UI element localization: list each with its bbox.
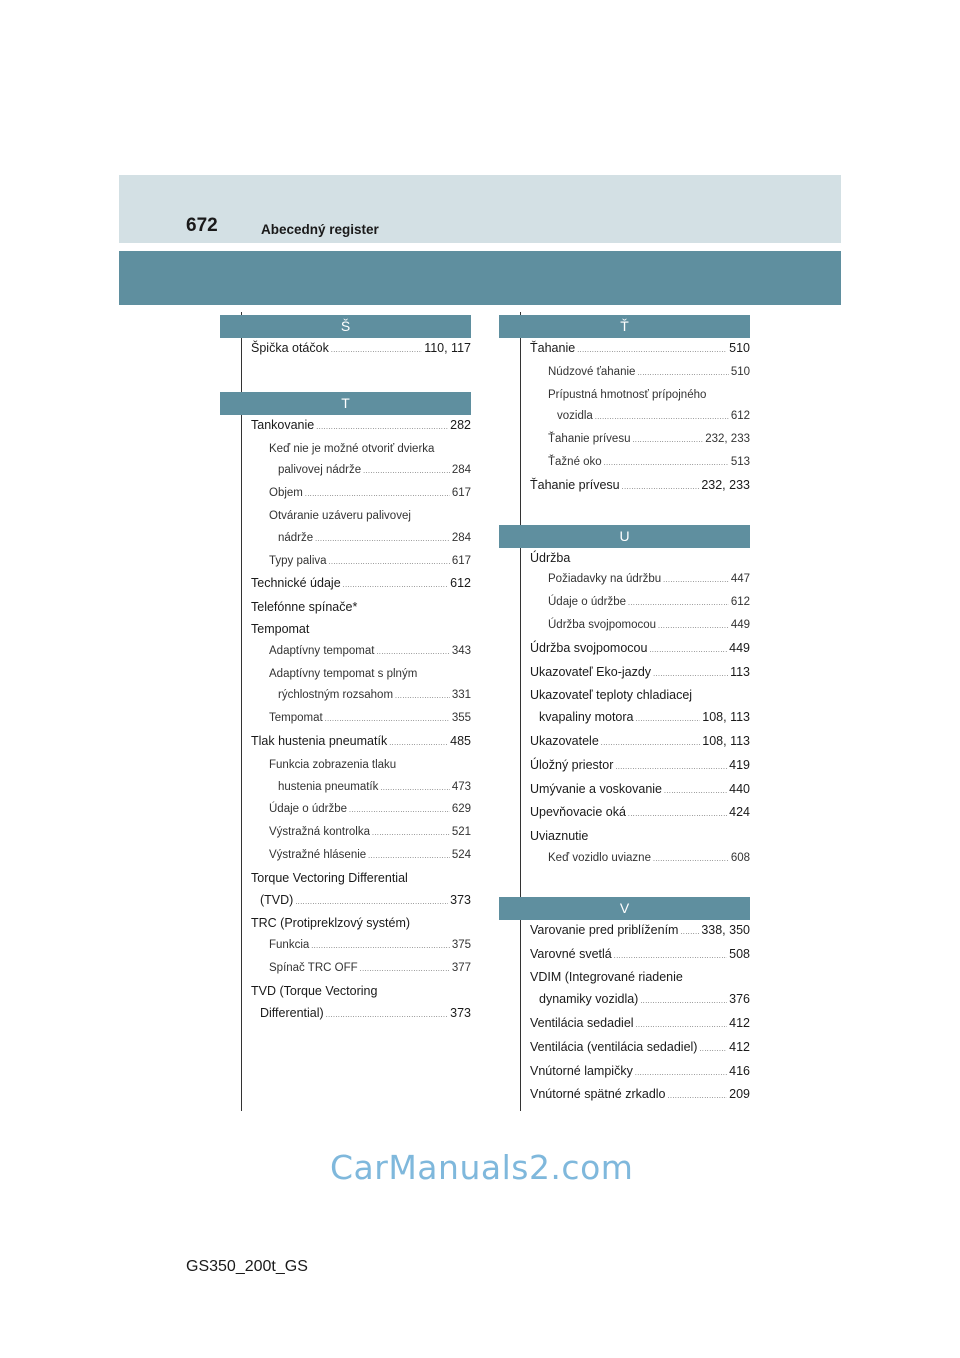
index-entry [251, 338, 471, 362]
index-entry [530, 826, 750, 848]
index-entry [251, 822, 471, 845]
leader-dots [604, 453, 729, 475]
entry-term: Ventilácia sedadiel [530, 1015, 634, 1030]
index-entries [499, 548, 750, 871]
footer-model-code: GS350_200t_GS [186, 1258, 308, 1275]
entry-term: Ťažné oko [548, 455, 602, 468]
entry-page-ref: 416 [729, 1063, 750, 1078]
index-entry [251, 619, 471, 641]
leader-dots [395, 686, 450, 708]
leader-dots [389, 733, 448, 755]
index-entry [530, 385, 750, 407]
letter-header: T [220, 392, 471, 415]
entry-term: Differential) [260, 1005, 324, 1020]
leader-dots [311, 936, 450, 958]
leader-dots [372, 823, 450, 845]
index-entry [251, 415, 471, 439]
letter-header: V [499, 897, 750, 920]
leader-dots [363, 461, 450, 483]
index-entry [530, 406, 750, 429]
leader-dots [636, 1015, 728, 1037]
index-entry [251, 755, 471, 777]
index-entries [220, 338, 471, 382]
index-entry [530, 1037, 750, 1061]
index-entry [251, 981, 471, 1003]
entry-term: Tempomat [269, 712, 323, 725]
entry-page-ref: 612 [450, 576, 471, 591]
index-entry [530, 569, 750, 592]
index-entry [251, 439, 471, 461]
header-band [119, 175, 841, 243]
leader-dots [380, 778, 449, 800]
index-entry [251, 731, 471, 755]
section-gap [499, 499, 750, 525]
entry-page-ref: 376 [729, 992, 750, 1007]
entry-page-ref: 343 [451, 644, 471, 657]
entry-term: Ukazovateľ teploty chladiacej [530, 688, 693, 703]
entry-page-ref: 377 [451, 961, 471, 974]
entry-term: Ukazovatele [530, 733, 599, 748]
entry-term: Vnútorné lampičky [530, 1063, 633, 1078]
entry-term: Varovanie pred priblížením [530, 922, 679, 937]
index-entry [251, 551, 471, 574]
entry-term: Núdzové ťahanie [548, 365, 636, 378]
entry-term: palivovej nádrže [278, 464, 362, 477]
entry-term: Technické údaje [251, 576, 341, 591]
index-entry [530, 755, 750, 779]
entry-page-ref: 282 [450, 417, 471, 432]
entry-term: Umývanie a voskovanie [530, 781, 663, 796]
entry-page-ref: 232, 233 [701, 477, 750, 492]
entry-page-ref: 419 [729, 757, 750, 772]
entry-term: Adaptívny tempomat s plným [269, 667, 418, 680]
leader-dots [595, 407, 729, 429]
section-gap [499, 871, 750, 897]
entry-page-ref: 284 [451, 531, 471, 544]
entry-page-ref: 508 [729, 946, 750, 961]
entry-page-ref: 108, 113 [702, 710, 750, 725]
index-entry [251, 597, 471, 619]
index-entry [251, 685, 471, 708]
entry-page-ref: 373 [450, 1005, 471, 1020]
leader-dots [614, 946, 727, 968]
entry-term: Údaje o údržbe [548, 596, 626, 609]
leader-dots [343, 575, 448, 597]
entry-term: Keď nie je možné otvoriť dvierka [269, 442, 435, 455]
entry-term: Ťahanie [530, 341, 576, 355]
right-index-column [499, 315, 750, 1108]
index-entry [530, 989, 750, 1013]
section-gap [220, 382, 471, 392]
leader-dots [622, 477, 700, 499]
leader-dots [376, 642, 449, 664]
leader-dots [653, 664, 728, 686]
index-entry [530, 1084, 750, 1108]
index-entry [251, 777, 471, 800]
entry-page-ref: 473 [451, 780, 471, 793]
entry-term: Požiadavky na údržbu [548, 573, 662, 586]
index-entry [251, 664, 471, 686]
index-entry [251, 506, 471, 528]
section-title: Abecedný register [261, 222, 379, 237]
index-entry [530, 429, 750, 452]
entry-term: Údržba svojpomocou [530, 640, 648, 655]
leader-dots [325, 709, 450, 731]
entry-term: Výstražná kontrolka [269, 826, 370, 839]
index-entry [251, 460, 471, 483]
leader-dots [316, 417, 448, 439]
index-entry [251, 573, 471, 597]
index-entry [530, 779, 750, 803]
entry-page-ref: 449 [730, 618, 750, 631]
leader-dots [615, 757, 727, 779]
entry-term: Upevňovacie oká [530, 805, 626, 820]
index-entry [530, 362, 750, 385]
entry-page-ref: 113 [730, 664, 750, 679]
entry-term: Ťahanie prívesu [530, 477, 620, 492]
entry-page-ref: 612 [730, 596, 750, 609]
entry-term: Uviaznutie [530, 829, 589, 844]
index-entries [499, 338, 750, 499]
entry-term: nádrže [278, 531, 314, 544]
leader-dots [305, 484, 450, 506]
entry-page-ref: 232, 233 [705, 433, 750, 446]
index-entry [530, 920, 750, 944]
entry-term: Vnútorné spätné zrkadlo [530, 1087, 666, 1102]
entry-page-ref: 331 [451, 689, 471, 702]
entry-term: Funkcia [269, 939, 310, 952]
leader-dots [680, 922, 699, 944]
leader-dots [649, 640, 727, 662]
entry-term: Typy paliva [269, 554, 327, 567]
index-entry [251, 799, 471, 822]
left-index-column [220, 315, 471, 1026]
leader-dots [637, 363, 728, 385]
leader-dots [360, 959, 450, 981]
entry-term: Funkcia zobrazenia tlaku [269, 758, 397, 771]
page-number: 672 [186, 215, 218, 236]
entry-term: Otváranie uzáveru palivovej [269, 509, 411, 522]
index-entry [530, 1061, 750, 1085]
index-entry [251, 845, 471, 868]
entry-term: kvapaliny motora [539, 710, 634, 725]
leader-dots [329, 552, 450, 574]
index-entry [251, 641, 471, 664]
index-entry [251, 1003, 471, 1027]
index-entry [530, 967, 750, 989]
leader-dots [315, 529, 450, 551]
index-entry [530, 707, 750, 731]
index-entry [251, 935, 471, 958]
leader-dots [635, 1063, 727, 1085]
index-entries [220, 415, 471, 1027]
index-entry [530, 1013, 750, 1037]
index-entry [530, 338, 750, 362]
leader-dots [653, 849, 729, 871]
entry-term: Ťahanie prívesu [548, 433, 631, 446]
entry-term: Údržba [530, 550, 571, 565]
letter-header: U [499, 525, 750, 548]
entry-term: Ukazovateľ Eko-jazdy [530, 664, 652, 679]
entry-page-ref: 375 [451, 939, 471, 952]
entry-page-ref: 440 [729, 781, 750, 796]
leader-dots [636, 709, 701, 731]
entry-term: Úložný priestor [530, 757, 614, 772]
leader-dots [664, 781, 727, 803]
entry-page-ref: 447 [730, 573, 750, 586]
entry-page-ref: 338, 350 [701, 922, 750, 937]
entry-term: TVD (Torque Vectoring [251, 983, 378, 998]
index-entry [530, 638, 750, 662]
index-entry [251, 483, 471, 506]
watermark: CarManuals2.com [330, 1148, 634, 1187]
leader-dots [632, 430, 703, 452]
letter-header: Ť [499, 315, 750, 338]
leader-dots [295, 892, 448, 914]
index-entry [251, 890, 471, 914]
entry-page-ref: 108, 113 [702, 733, 750, 748]
entry-term: Spínač TRC OFF [269, 961, 358, 974]
index-entry [530, 548, 750, 570]
index-entry [251, 958, 471, 981]
entry-term: Údaje o údržbe [269, 803, 347, 816]
leader-dots [699, 1039, 727, 1061]
leader-dots [349, 800, 450, 822]
index-entry [530, 662, 750, 686]
entry-page-ref: 629 [451, 803, 471, 816]
index-entry [251, 913, 471, 935]
entry-page-ref: 355 [451, 712, 471, 725]
entry-page-ref: 284 [451, 464, 471, 477]
index-entry [530, 685, 750, 707]
entry-term: Tankovanie [251, 417, 315, 432]
index-entry [530, 475, 750, 499]
index-entry [530, 848, 750, 871]
entry-page-ref: 449 [729, 640, 750, 655]
index-entry [251, 528, 471, 551]
entry-term: Výstražné hlásenie [269, 848, 367, 861]
entry-term: Tlak hustenia pneumatík [251, 733, 388, 748]
letter-header: Š [220, 315, 471, 338]
entry-term: Ventilácia (ventilácia sedadiel) [530, 1039, 698, 1054]
index-entry [530, 615, 750, 638]
entry-term: VDIM (Integrované riadenie [530, 970, 683, 985]
entry-term: Objem [269, 487, 303, 500]
leader-dots [658, 616, 729, 638]
entry-term: rýchlostným rozsahom [278, 689, 394, 702]
entry-page-ref: 521 [451, 826, 471, 839]
index-entry [530, 452, 750, 475]
entry-page-ref: 510 [729, 341, 750, 355]
entry-term: hustenia pneumatík [278, 780, 379, 793]
leader-dots [663, 570, 729, 592]
entry-page-ref: 510 [730, 365, 750, 378]
entry-term: Údržba svojpomocou [548, 618, 657, 631]
entry-page-ref: 617 [451, 487, 471, 500]
entry-term: Telefónne spínače* [251, 600, 358, 615]
entry-term: TRC (Protipreklzový systém) [251, 916, 411, 931]
entry-term: Varovné svetlá [530, 946, 612, 961]
index-entry [530, 802, 750, 826]
entry-page-ref: 373 [450, 892, 471, 907]
leader-dots [601, 733, 700, 755]
index-entry [530, 592, 750, 615]
leader-dots [326, 1005, 448, 1027]
index-entry [251, 708, 471, 731]
leader-dots [331, 340, 422, 362]
index-entry [530, 731, 750, 755]
leader-dots [640, 991, 727, 1013]
title-bar [119, 251, 841, 305]
entry-page-ref: 608 [730, 851, 750, 864]
entry-term: Prípustná hmotnosť prípojného [548, 388, 707, 401]
entry-page-ref: 412 [729, 1039, 750, 1054]
leader-dots [668, 1086, 728, 1108]
entry-page-ref: 110, 117 [424, 341, 471, 355]
entry-page-ref: 524 [451, 848, 471, 861]
index-entry [530, 944, 750, 968]
entry-term: vozidla [557, 410, 593, 423]
entry-term: Keď vozidlo uviazne [548, 851, 651, 864]
leader-dots [628, 593, 729, 615]
entry-page-ref: 513 [730, 455, 750, 468]
leader-dots [577, 340, 727, 362]
entry-page-ref: 424 [729, 805, 750, 820]
entry-page-ref: 485 [450, 733, 471, 748]
entry-page-ref: 617 [451, 554, 471, 567]
entry-page-ref: 612 [730, 410, 750, 423]
entry-term: Špička otáčok [251, 341, 329, 355]
entry-page-ref: 412 [729, 1015, 750, 1030]
entry-term: (TVD) [260, 892, 294, 907]
entry-page-ref: 209 [729, 1087, 750, 1102]
entry-term: Adaptívny tempomat [269, 644, 375, 657]
index-entry [251, 868, 471, 890]
entry-term: dynamiky vozidla) [539, 992, 639, 1007]
index-entries [499, 920, 750, 1108]
entry-term: Torque Vectoring Differential [251, 870, 408, 885]
leader-dots [628, 804, 727, 826]
leader-dots [368, 846, 450, 868]
entry-term: Tempomat [251, 621, 310, 636]
